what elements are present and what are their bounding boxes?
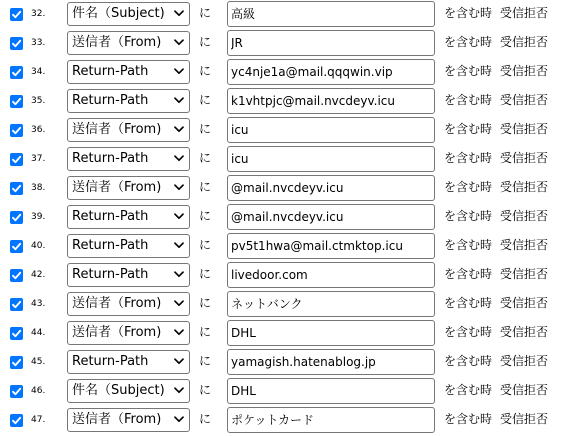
rule-action-label: 受信拒否 — [500, 64, 549, 78]
chevron-down-icon — [174, 184, 184, 191]
header-field-selected: Return-Path — [72, 93, 149, 108]
checkmark-icon — [10, 385, 23, 398]
match-condition-label: を含む時 — [444, 238, 493, 252]
connector-label: に — [199, 209, 212, 223]
header-field-select[interactable] — [67, 147, 190, 171]
rule-action-label: 受信拒否 — [500, 6, 549, 20]
rule-number: 34. — [31, 67, 46, 77]
chevron-down-icon — [174, 39, 184, 46]
header-field-select[interactable] — [67, 350, 190, 374]
rule-action-label: 受信拒否 — [500, 35, 549, 49]
checkmark-icon — [10, 66, 23, 79]
header-field-selected: 送信者（From) — [72, 296, 162, 311]
match-condition-label: を含む時 — [444, 383, 493, 397]
chevron-down-icon — [174, 387, 184, 394]
connector-label: に — [199, 151, 212, 165]
connector-label: に — [199, 6, 212, 20]
filter-rule-row — [0, 204, 561, 233]
rule-value-text: icu — [231, 152, 249, 166]
rule-number: 40. — [31, 241, 46, 251]
filter-rule-row — [0, 378, 561, 407]
header-field-select[interactable] — [67, 176, 190, 200]
filter-rule-row — [0, 59, 561, 88]
connector-label: に — [199, 122, 212, 136]
filter-rule-row — [0, 175, 561, 204]
filter-rule-row — [0, 407, 561, 436]
header-field-selected: 送信者（From) — [72, 35, 162, 50]
rule-enabled-checkbox[interactable] — [10, 8, 23, 21]
header-field-select[interactable] — [67, 31, 190, 55]
match-condition-label: を含む時 — [444, 64, 493, 78]
rule-number: 45. — [31, 357, 46, 367]
header-field-select[interactable] — [67, 2, 190, 26]
rule-enabled-checkbox[interactable] — [10, 356, 23, 369]
rule-action-label: 受信拒否 — [500, 354, 549, 368]
rule-value-text: livedoor.com — [231, 268, 308, 282]
rule-value-input[interactable] — [227, 1, 435, 27]
header-field-selected: Return-Path — [72, 151, 149, 166]
header-field-select[interactable] — [67, 321, 190, 345]
rule-enabled-checkbox[interactable] — [10, 66, 23, 79]
connector-label: に — [199, 296, 212, 310]
rule-value-text: ネットバンク — [231, 297, 303, 311]
rule-enabled-checkbox[interactable] — [10, 269, 23, 282]
rule-number: 32. — [31, 9, 46, 19]
rule-number: 42. — [31, 270, 46, 280]
rule-value-text: DHL — [231, 326, 256, 340]
rule-value-input[interactable] — [227, 30, 435, 56]
header-field-selected: Return-Path — [72, 238, 149, 253]
rule-action-label: 受信拒否 — [500, 93, 549, 107]
chevron-down-icon — [174, 271, 184, 278]
header-field-selected: 送信者（From) — [72, 180, 162, 195]
rule-action-label: 受信拒否 — [500, 238, 549, 252]
match-condition-label: を含む時 — [444, 122, 493, 136]
rule-value-text: yamagish.hatenablog.jp — [231, 355, 376, 369]
filter-rule-row — [0, 233, 561, 262]
connector-label: に — [199, 383, 212, 397]
connector-label: に — [199, 412, 212, 426]
rule-enabled-checkbox[interactable] — [10, 124, 23, 137]
rule-enabled-checkbox[interactable] — [10, 414, 23, 427]
match-condition-label: を含む時 — [444, 412, 493, 426]
header-field-select[interactable] — [67, 118, 190, 142]
rule-enabled-checkbox[interactable] — [10, 153, 23, 166]
rule-action-label: 受信拒否 — [500, 325, 549, 339]
header-field-select[interactable] — [67, 408, 190, 432]
rule-value-input[interactable] — [227, 349, 435, 375]
rule-enabled-checkbox[interactable] — [10, 240, 23, 253]
rule-number: 35. — [31, 96, 46, 106]
match-condition-label: を含む時 — [444, 151, 493, 165]
header-field-selected: 送信者（From) — [72, 325, 162, 340]
filter-rule-row — [0, 320, 561, 349]
connector-label: に — [199, 267, 212, 281]
filter-rule-row — [0, 146, 561, 175]
rule-value-text: k1vhtpjc@mail.nvcdeyv.icu — [231, 94, 395, 108]
rule-value-text: @mail.nvcdeyv.icu — [231, 181, 344, 195]
rule-number: 38. — [31, 183, 46, 193]
filter-rule-row — [0, 88, 561, 117]
connector-label: に — [199, 64, 212, 78]
chevron-down-icon — [174, 242, 184, 249]
header-field-selected: 送信者（From) — [72, 122, 162, 137]
rule-number: 36. — [31, 125, 46, 135]
rule-value-input[interactable] — [227, 233, 435, 259]
chevron-down-icon — [174, 68, 184, 75]
rule-value-input[interactable] — [227, 146, 435, 172]
header-field-select[interactable] — [67, 263, 190, 287]
header-field-select[interactable] — [67, 292, 190, 316]
match-condition-label: を含む時 — [444, 93, 493, 107]
rule-number: 39. — [31, 212, 46, 222]
checkmark-icon — [10, 95, 23, 108]
match-condition-label: を含む時 — [444, 180, 493, 194]
header-field-select[interactable] — [67, 234, 190, 258]
rule-value-input[interactable] — [227, 262, 435, 288]
header-field-select[interactable] — [67, 60, 190, 84]
chevron-down-icon — [174, 416, 184, 423]
header-field-select[interactable] — [67, 379, 190, 403]
rule-action-label: 受信拒否 — [500, 296, 549, 310]
rule-enabled-checkbox[interactable] — [10, 37, 23, 50]
rule-value-input[interactable] — [227, 407, 435, 433]
rule-value-input[interactable] — [227, 59, 435, 85]
rule-value-input[interactable] — [227, 291, 435, 317]
rule-value-input[interactable] — [227, 88, 435, 114]
chevron-down-icon — [174, 213, 184, 220]
rule-action-label: 受信拒否 — [500, 383, 549, 397]
match-condition-label: を含む時 — [444, 209, 493, 223]
match-condition-label: を含む時 — [444, 267, 493, 281]
rule-action-label: 受信拒否 — [500, 122, 549, 136]
connector-label: に — [199, 93, 212, 107]
checkmark-icon — [10, 182, 23, 195]
checkmark-icon — [10, 414, 23, 427]
rule-action-label: 受信拒否 — [500, 151, 549, 165]
header-field-selected: Return-Path — [72, 354, 149, 369]
rule-value-text: yc4nje1a@mail.qqqwin.vip — [231, 65, 393, 79]
rule-value-input[interactable] — [227, 320, 435, 346]
rule-value-text: pv5t1hwa@mail.ctmktop.icu — [231, 239, 403, 253]
chevron-down-icon — [174, 10, 184, 17]
rule-value-input[interactable] — [227, 378, 435, 404]
rule-number: 33. — [31, 38, 46, 48]
checkmark-icon — [10, 37, 23, 50]
checkmark-icon — [10, 124, 23, 137]
header-field-selected: 件名（Subject) — [72, 6, 165, 21]
rule-enabled-checkbox[interactable] — [10, 298, 23, 311]
match-condition-label: を含む時 — [444, 6, 493, 20]
header-field-select[interactable] — [67, 89, 190, 113]
chevron-down-icon — [174, 329, 184, 336]
checkmark-icon — [10, 298, 23, 311]
rule-enabled-checkbox[interactable] — [10, 95, 23, 108]
rule-enabled-checkbox[interactable] — [10, 327, 23, 340]
checkmark-icon — [10, 327, 23, 340]
connector-label: に — [199, 325, 212, 339]
rule-value-input[interactable] — [227, 175, 435, 201]
rule-number: 47. — [31, 415, 46, 425]
rule-number: 37. — [31, 154, 46, 164]
connector-label: に — [199, 35, 212, 49]
filter-rule-row — [0, 30, 561, 59]
checkmark-icon — [10, 356, 23, 369]
rule-value-text: ポケットカード — [231, 413, 315, 427]
checkmark-icon — [10, 8, 23, 21]
rule-enabled-checkbox[interactable] — [10, 385, 23, 398]
rule-enabled-checkbox[interactable] — [10, 182, 23, 195]
rule-value-text: DHL — [231, 384, 256, 398]
rule-value-text: 高級 — [231, 7, 256, 21]
match-condition-label: を含む時 — [444, 354, 493, 368]
rule-action-label: 受信拒否 — [500, 412, 549, 426]
rule-value-text: icu — [231, 123, 249, 137]
rule-number: 46. — [31, 386, 46, 396]
rule-number: 43. — [31, 299, 46, 309]
rule-value-text: JR — [231, 36, 243, 50]
filter-rule-row — [0, 349, 561, 378]
connector-label: に — [199, 180, 212, 194]
rule-action-label: 受信拒否 — [500, 209, 549, 223]
filter-rule-row — [0, 1, 561, 30]
checkmark-icon — [10, 211, 23, 224]
rule-action-label: 受信拒否 — [500, 267, 549, 281]
match-condition-label: を含む時 — [444, 296, 493, 310]
header-field-selected: Return-Path — [72, 267, 149, 282]
header-field-select[interactable] — [67, 205, 190, 229]
rule-value-input[interactable] — [227, 204, 435, 230]
filter-rule-row — [0, 262, 561, 291]
header-field-selected: Return-Path — [72, 64, 149, 79]
chevron-down-icon — [174, 97, 184, 104]
chevron-down-icon — [174, 300, 184, 307]
chevron-down-icon — [174, 126, 184, 133]
match-condition-label: を含む時 — [444, 325, 493, 339]
rule-value-text: @mail.nvcdeyv.icu — [231, 210, 344, 224]
filter-rule-row — [0, 117, 561, 146]
connector-label: に — [199, 354, 212, 368]
chevron-down-icon — [174, 155, 184, 162]
chevron-down-icon — [174, 358, 184, 365]
connector-label: に — [199, 238, 212, 252]
match-condition-label: を含む時 — [444, 35, 493, 49]
rule-number: 44. — [31, 328, 46, 338]
checkmark-icon — [10, 269, 23, 282]
rule-value-input[interactable] — [227, 117, 435, 143]
checkmark-icon — [10, 240, 23, 253]
header-field-selected: Return-Path — [72, 209, 149, 224]
rule-enabled-checkbox[interactable] — [10, 211, 23, 224]
filter-rule-row — [0, 291, 561, 320]
rule-action-label: 受信拒否 — [500, 180, 549, 194]
checkmark-icon — [10, 153, 23, 166]
header-field-selected: 送信者（From) — [72, 412, 162, 427]
header-field-selected: 件名（Subject) — [72, 383, 165, 398]
